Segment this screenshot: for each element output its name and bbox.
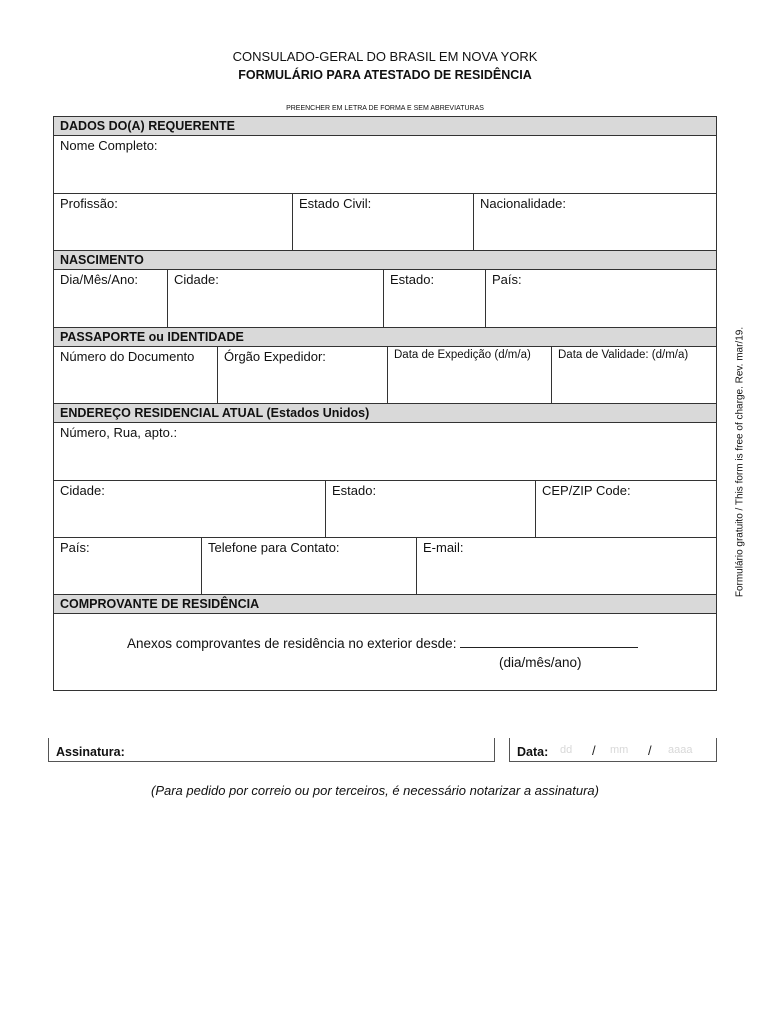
phone-field[interactable] bbox=[202, 538, 417, 594]
date-year-input[interactable]: aaaa bbox=[668, 744, 693, 756]
section-endereco-header: ENDEREÇO RESIDENCIAL ATUAL (Estados Unidos) bbox=[54, 404, 716, 423]
birth-city-field[interactable] bbox=[168, 270, 384, 327]
profession-label: Profissão: bbox=[60, 196, 118, 211]
full-name-field[interactable] bbox=[54, 136, 716, 193]
street-address-field[interactable] bbox=[54, 423, 716, 480]
birth-state-label: Estado: bbox=[390, 272, 435, 287]
residence-proof-area bbox=[54, 614, 716, 690]
address-city-label: Cidade: bbox=[60, 483, 105, 498]
nationality-field[interactable] bbox=[474, 194, 716, 250]
birth-country-field[interactable] bbox=[486, 270, 716, 327]
signature-field[interactable] bbox=[48, 738, 495, 762]
date-format-hint: (dia/mês/ano) bbox=[499, 655, 582, 670]
residence-proof-label: Anexos comprovantes de residência no exterior desde: bbox=[127, 636, 457, 651]
address-country-field[interactable] bbox=[54, 538, 202, 594]
date-label: Data: bbox=[517, 745, 549, 759]
email-field[interactable] bbox=[417, 538, 716, 594]
date-separator: / bbox=[592, 743, 596, 758]
free-of-charge-note: Formulário gratuito / This form is free of charge. Rev. mar/19. bbox=[734, 326, 746, 598]
notarization-note: (Para pedido por correio ou por terceiros, é necessário notarizar a assinatura) bbox=[150, 783, 599, 798]
signature-label: Assinatura: bbox=[56, 745, 125, 759]
residence-form bbox=[53, 116, 717, 691]
address-state-label: Estado: bbox=[332, 483, 377, 498]
expiry-date-field[interactable] bbox=[552, 347, 716, 403]
date-separator: / bbox=[648, 743, 652, 758]
street-address-label: Número, Rua, apto.: bbox=[60, 425, 178, 440]
form-title: FORMULÁRIO PARA ATESTADO DE RESIDÊNCIA bbox=[238, 68, 532, 82]
document-number-label: Número do Documento bbox=[60, 349, 195, 364]
birth-state-field[interactable] bbox=[384, 270, 486, 327]
residence-proof-statement bbox=[127, 636, 638, 651]
date-field[interactable] bbox=[509, 738, 717, 762]
expiry-date-label: Data de Validade: (d/m/a) bbox=[558, 349, 689, 361]
issuing-agency-field[interactable] bbox=[218, 347, 388, 403]
issuing-agency-label: Órgão Expedidor: bbox=[224, 349, 326, 364]
section-nascimento-header: NASCIMENTO bbox=[54, 251, 716, 270]
email-label: E-mail: bbox=[423, 540, 464, 555]
zip-code-field[interactable] bbox=[536, 481, 716, 537]
birth-date-label: Dia/Mês/Ano: bbox=[60, 272, 139, 287]
address-country-label: País: bbox=[60, 540, 90, 555]
date-month-input[interactable]: mm bbox=[610, 744, 629, 756]
full-name-label: Nome Completo: bbox=[60, 138, 158, 153]
address-state-field[interactable] bbox=[326, 481, 536, 537]
birth-date-field[interactable] bbox=[54, 270, 168, 327]
issue-date-field[interactable] bbox=[388, 347, 552, 403]
marital-status-field[interactable] bbox=[293, 194, 474, 250]
section-passaporte-header: PASSAPORTE ou IDENTIDADE bbox=[54, 328, 716, 347]
zip-code-label: CEP/ZIP Code: bbox=[542, 483, 631, 498]
birth-city-label: Cidade: bbox=[174, 272, 219, 287]
birth-country-label: País: bbox=[492, 272, 522, 287]
profession-field[interactable] bbox=[54, 194, 293, 250]
date-day-input[interactable]: dd bbox=[560, 744, 573, 756]
consulate-title: CONSULADO-GERAL DO BRASIL EM NOVA YORK bbox=[232, 49, 538, 64]
address-city-field[interactable] bbox=[54, 481, 326, 537]
phone-label: Telefone para Contato: bbox=[208, 540, 340, 555]
document-number-field[interactable] bbox=[54, 347, 218, 403]
section-comprovante-header: COMPROVANTE DE RESIDÊNCIA bbox=[54, 595, 716, 614]
nationality-label: Nacionalidade: bbox=[480, 196, 567, 211]
issue-date-label: Data de Expedição (d/m/a) bbox=[394, 349, 531, 361]
marital-status-label: Estado Civil: bbox=[299, 196, 372, 211]
fill-instructions: PREENCHER EM LETRA DE FORMA E SEM ABREVIATURAS bbox=[286, 105, 484, 112]
section-requerente-header: DADOS DO(A) REQUERENTE bbox=[54, 117, 716, 136]
residence-since-input[interactable] bbox=[460, 647, 638, 648]
